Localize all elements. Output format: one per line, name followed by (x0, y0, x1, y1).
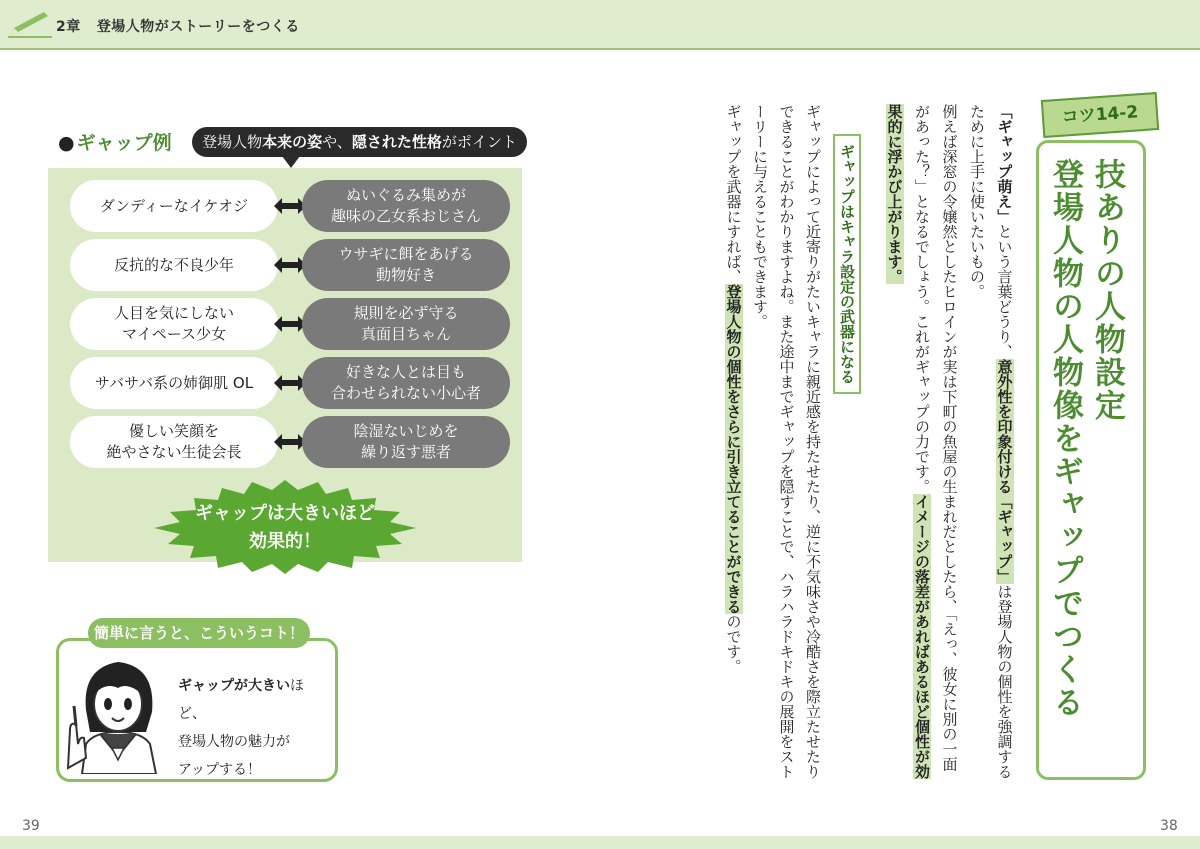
summary-line-1: ギャップが大きいほど、 (178, 678, 304, 722)
burst-text: ギャップは大きいほど 効果的！ (195, 503, 375, 552)
surface-trait-pill: 人目を気にしない マイペース少女 (70, 298, 278, 350)
hidden-trait-pill: 陰湿ないじめを 繰り返す悪者 (302, 416, 510, 468)
surface-trait-pill: 反抗的な不良少年 (70, 239, 278, 291)
body-paragraph-2: ギャップによって近寄りがたいキャラに親近感を持たせたり、逆に不気味さや冷酷さを際立たせたりできることがわかりますよね。また途中までギャップを隠すことで、ハラハラドキドキの展開をストーリーに与えることもできます。 ギャップを武器にすれば、登場人物の個性をさらに引き立てることができるのです。 (724, 104, 822, 779)
surface-trait-pill: サバサバ系の姉御肌 OL (70, 357, 278, 409)
point-text-3: がポイント (441, 133, 517, 151)
chapter-name: 登場人物がストーリーをつくる (96, 19, 300, 35)
body-paragraph-1: 「ギャップ萌え」という言葉どうり、意外性を印象付ける「ギャップ」は登場人物の個性を強調するために上手に使いたいもの。 例えば深窓の令嬢然としたヒロインが実は下町の魚屋の生まれだとしたら、「えっ、彼女に別の一面があった？」となるでしょう。これがギャップの力です。イメージの落差があればあるほど個性が効果的に浮かび上がります。 (885, 104, 1014, 779)
hidden-trait-pill: 好きな人とは目も 合わせられない小心者 (302, 357, 510, 409)
gap-pair-row (70, 357, 510, 409)
page-title-line-1: 技ありの人物設定 (1089, 158, 1125, 422)
gap-pair-row (70, 416, 510, 468)
summary-label: 簡単に言うと、こういうコト！ (88, 618, 310, 648)
point-text-1: 登場人物 (202, 133, 263, 151)
tip-tag-text: コツ14-2 (1061, 102, 1139, 128)
page-number-right: 38 (1160, 818, 1178, 834)
point-banner (192, 127, 527, 157)
hidden-trait-pill: ぬいぐるみ集めが 趣味の乙女系おじさん (302, 180, 510, 232)
surface-trait-pill: ダンディーなイケオジ (70, 180, 278, 232)
point-banner-tail (282, 156, 300, 168)
hidden-trait-pill: ウサギに餌をあげる 動物好き (302, 239, 510, 291)
pencil-icon (8, 12, 52, 38)
gap-pair-row (70, 239, 510, 291)
tip-tag (1041, 92, 1159, 138)
gap-pair-row (70, 180, 510, 232)
subheading: ギャップはキャラ設定の武器になる (833, 134, 861, 394)
chapter-header (0, 0, 1200, 50)
point-bold-1: 本来の姿 (262, 133, 323, 151)
chapter-title (56, 16, 300, 36)
page-number-left: 39 (22, 818, 40, 834)
page-title-line-2: 登場人物の人物像をギャップでつくる (1047, 158, 1083, 719)
section-title-text: ギャップ例 (76, 132, 172, 154)
chapter-number: 2章 (56, 19, 81, 35)
point-bold-2: 隠された性格 (351, 133, 442, 151)
gap-pair-row (70, 298, 510, 350)
schoolgirl-illustration (64, 648, 172, 774)
summary-line-3: アップする！ (178, 762, 262, 778)
header-divider (0, 48, 1200, 50)
point-text-2: や、 (322, 133, 352, 151)
summary-text (178, 672, 328, 784)
hidden-trait-pill: 規則を必ず守る 真面目ちゃん (302, 298, 510, 350)
page-footer (0, 836, 1200, 849)
summary-line-2: 登場人物の魅力が (178, 734, 290, 750)
section-title: ● ギャップ例 (58, 132, 172, 154)
surface-trait-pill: 優しい笑顔を 絶やさない生徒会長 (70, 416, 278, 468)
